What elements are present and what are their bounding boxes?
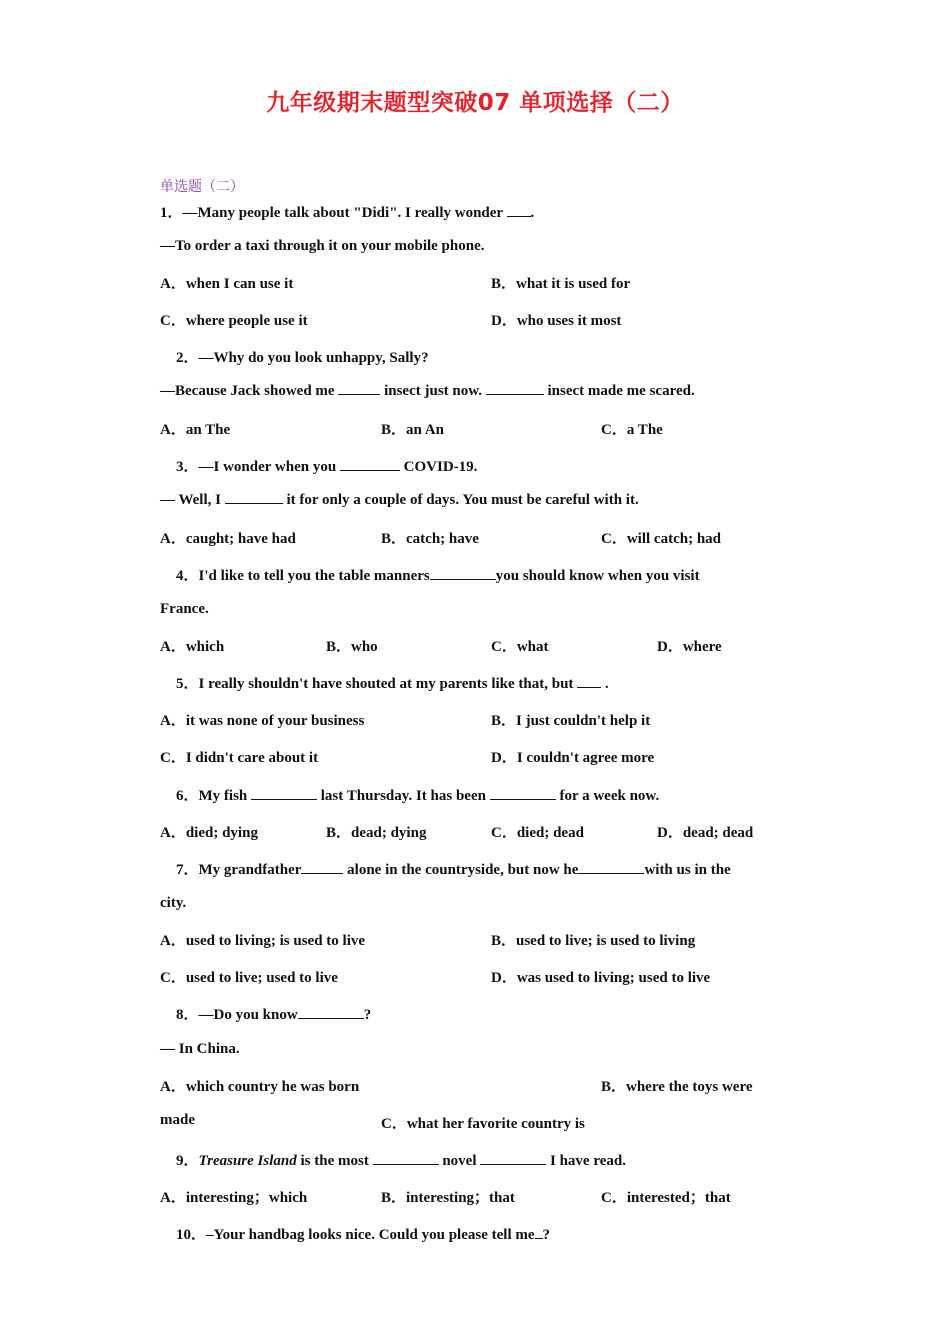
option-d: D．who uses it most (491, 313, 622, 329)
question-6-stem: 6．My fish last Thursday. It has been for a week now. (176, 788, 660, 804)
option-c: C．what her favorite country is (381, 1116, 585, 1132)
option-d: D．I couldn't agree more (491, 750, 655, 766)
option-d: D．where (657, 639, 722, 655)
question-10-stem: 10．–Your handbag looks nice. Could you please tell me ? (176, 1227, 551, 1243)
question-9-stem: 9．Treasure Island is the most novel I have read. (176, 1153, 626, 1169)
answer-blank (480, 1163, 546, 1165)
option-b: B．catch; have (381, 531, 479, 547)
answer-blank (225, 502, 283, 504)
option-d: D．was used to living; used to live (491, 970, 711, 986)
option-c: C．interested；that (601, 1190, 731, 1206)
question-8-reply: — In China. (160, 1041, 240, 1057)
option-c: C．a The (601, 422, 663, 438)
option-a: A．caught; have had (160, 531, 296, 547)
option-a: A．when I can use it (160, 276, 294, 292)
option-c: C．died; dead (491, 825, 584, 841)
question-4-stem-cont: France. (160, 601, 209, 617)
page-title: 九年级期末题型突破07 单项选择（二） (266, 90, 684, 116)
option-c: C．I didn't care about it (160, 750, 319, 766)
option-b: B．interesting；that (381, 1190, 515, 1206)
answer-blank (490, 798, 556, 800)
answer-blank (340, 469, 400, 471)
answer-blank (507, 215, 531, 217)
option-a: A．used to living; is used to live (160, 933, 366, 949)
option-c: C．what (491, 639, 549, 655)
option-a: A．died; dying (160, 825, 258, 841)
answer-blank (535, 1237, 543, 1239)
answer-blank (338, 393, 380, 395)
option-a: A．an The (160, 422, 231, 438)
answer-blank (430, 578, 496, 580)
question-7-stem: 7．My grandfather alone in the countryside, but now he with us in the (176, 862, 731, 878)
answer-blank (298, 1017, 364, 1019)
option-a: A．which country he was born (160, 1079, 360, 1095)
question-3-stem: 3．—I wonder when you COVID-19. (176, 459, 478, 475)
answer-blank (486, 393, 544, 395)
question-8-stem: 8．—Do you know ? (176, 1007, 372, 1023)
option-a: A．interesting；which (160, 1190, 308, 1206)
option-b: B．where the toys were (601, 1079, 753, 1095)
question-3-reply: — Well, I it for only a couple of days. You must be careful with it. (160, 492, 639, 508)
section-heading: 单选题（二） (160, 179, 244, 195)
option-b: B．an An (381, 422, 444, 438)
option-b: B．I just couldn't help it (491, 713, 651, 729)
option-c: C．where people use it (160, 313, 308, 329)
book-title: Treasure Island (198, 1153, 297, 1169)
option-a: A．which (160, 639, 225, 655)
option-c: C．will catch; had (601, 531, 722, 547)
answer-blank (373, 1163, 439, 1165)
answer-blank (251, 798, 317, 800)
option-c: C．used to live; used to live (160, 970, 338, 986)
option-b-cont: made (160, 1112, 195, 1128)
option-b: B．used to live; is used to living (491, 933, 696, 949)
question-2-stem: 2．—Why do you look unhappy, Sally? (176, 350, 429, 366)
question-5-stem: 5．I really shouldn't have shouted at my parents like that, but . (176, 676, 609, 692)
option-d: D．dead; dead (657, 825, 754, 841)
answer-blank (301, 872, 343, 874)
question-7-stem-cont: city. (160, 895, 187, 911)
answer-blank (578, 872, 644, 874)
option-b: B．dead; dying (326, 825, 427, 841)
answer-blank (577, 686, 601, 688)
question-1-reply: —To order a taxi through it on your mobile phone. (160, 238, 485, 254)
option-a: A．it was none of your business (160, 713, 365, 729)
question-2-reply: —Because Jack showed me insect just now. insect made me scared. (160, 383, 695, 399)
option-b: B．what it is used for (491, 276, 631, 292)
question-4-stem: 4．I'd like to tell you the table manners you should know when you visit (176, 568, 700, 584)
option-b: B．who (326, 639, 378, 655)
question-1-stem: 1．—Many people talk about "Didi". I really wonder . (160, 205, 535, 221)
